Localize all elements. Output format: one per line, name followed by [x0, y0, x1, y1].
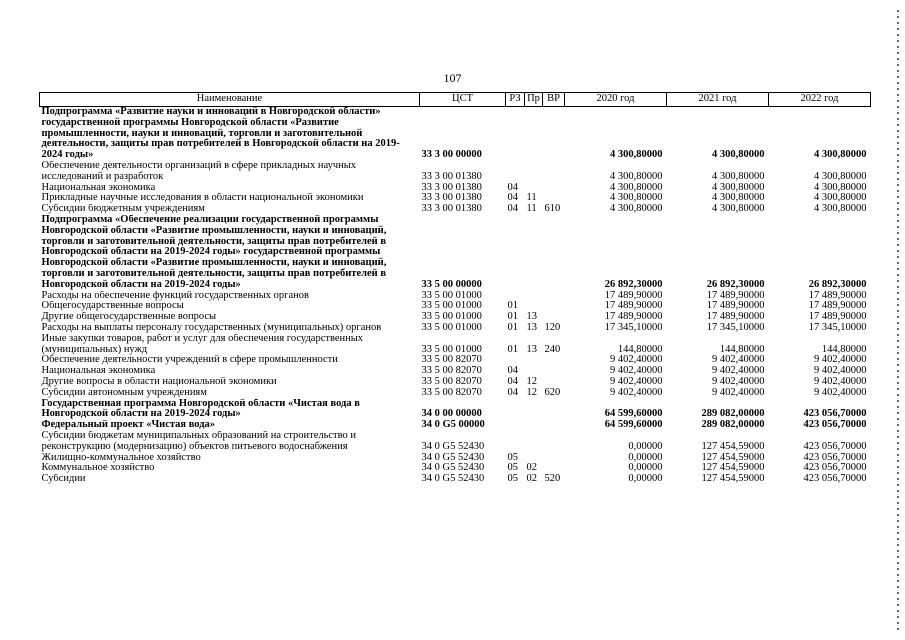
row-2021-cell: 4 300,80000	[712, 170, 765, 182]
row-cst-cell: 34 0 G5 52430	[421, 440, 485, 452]
row-cst-cell: 33 5 00 82070	[421, 387, 482, 398]
row-name-cell: Субсидии бюджетам муниципальных образований на строительство и реконструкцию (модернизацию) объектов питьевого водоснабжения	[41, 430, 357, 452]
table-row	[40, 312, 871, 323]
table-row	[40, 355, 871, 366]
row-cst-cell: 33 5 00 00000	[421, 278, 482, 290]
row-2020-cell: 9 402,40000	[610, 366, 663, 377]
row-name-cell: Расходы на обеспечение функций государственных органов	[41, 290, 309, 301]
row-2020-cell: 17 489,90000	[604, 312, 663, 323]
table-row	[40, 291, 871, 302]
row-2020-cell: 17 345,10000	[604, 322, 663, 333]
row-cst-cell: 33 5 00 01000	[421, 290, 482, 301]
row-rz-cell: 01	[507, 301, 518, 312]
row-2022-cell: 423 056,70000	[803, 440, 867, 452]
table-row	[40, 399, 871, 421]
row-vr-cell	[543, 420, 565, 431]
row-2022-cell: 17 345,10000	[808, 322, 867, 333]
row-2022-cell: 17 489,90000	[808, 301, 867, 312]
table-row	[40, 183, 871, 194]
row-rz-cell	[506, 399, 525, 421]
row-cst-cell: 33 5 00 01000	[421, 301, 482, 312]
table-row	[40, 388, 871, 399]
row-rz-cell: 04	[507, 204, 518, 215]
header-name: Наименование	[40, 93, 420, 107]
row-2020-cell: 0,00000	[628, 440, 663, 452]
row-rz-cell	[506, 431, 525, 453]
row-rz-cell	[506, 291, 525, 302]
table-row	[40, 301, 871, 312]
header-vr: ВР	[543, 93, 565, 107]
table-header-row	[40, 93, 871, 107]
row-2021-cell: 9 402,40000	[712, 376, 765, 387]
row-pr-cell: 11	[526, 204, 537, 215]
header-2020: 2020 год	[565, 93, 667, 107]
row-name-cell: Субсидии	[41, 474, 86, 485]
row-vr-cell	[543, 463, 565, 474]
row-2022-cell: 9 402,40000	[814, 355, 867, 366]
row-name-cell: Иные закупки товаров, работ и услуг для обеспечения государственных (муниципальных) нужд	[41, 333, 364, 355]
row-name-cell: Обеспечение деятельности учреждений в сфере промышленности	[41, 355, 338, 366]
row-pr-cell: 02	[526, 463, 537, 474]
row-2020-cell: 9 402,40000	[610, 376, 663, 387]
table-row	[40, 463, 871, 474]
row-name-cell: Подпрограмма «Обеспечение реализации государственной программы Новгородской области «Развитие промышленности, науки и инноваций, торговли и заготовительной деятельности, защиты прав потребителей в Новгородской области на 2019-2024 годы» государственной программы Новгородской области «Развитие промышленности, науки и инноваций, торговли и заготовительной деятельности, защиты прав потребителей в Новгородской области на 2019-2024 годы»	[41, 214, 387, 290]
row-cst-cell: 33 3 00 01380	[421, 204, 482, 215]
row-name-cell: Национальная экономика	[41, 182, 156, 193]
row-2020-cell: 64 599,60000	[604, 408, 663, 420]
row-2022-cell: 423 056,70000	[803, 420, 867, 431]
row-2022-cell: 423 056,70000	[803, 463, 867, 474]
header-2022: 2022 год	[769, 93, 871, 107]
row-2022-cell: 4 300,80000	[814, 182, 867, 193]
row-cst-cell: 33 5 00 01000	[421, 343, 482, 355]
row-2021-cell: 144,80000	[719, 343, 765, 355]
row-2021-cell: 127 454,59000	[701, 452, 765, 463]
row-vr-cell: 520	[544, 474, 561, 485]
table-row	[40, 215, 871, 291]
row-2022-cell: 9 402,40000	[814, 387, 867, 398]
row-name-cell: Федеральный проект «Чистая вода»	[41, 420, 216, 431]
row-cst-cell: 34 0 G5 52430	[421, 463, 485, 474]
row-vr-cell	[543, 215, 565, 291]
row-vr-cell	[543, 399, 565, 421]
row-rz-cell: 04	[507, 387, 518, 398]
row-2022-cell: 423 056,70000	[803, 452, 867, 463]
row-cst-cell: 34 0 00 00000	[421, 408, 482, 420]
row-pr-cell	[525, 366, 543, 377]
budget-table	[39, 92, 871, 485]
row-pr-cell	[525, 107, 543, 161]
table-row	[40, 453, 871, 464]
row-vr-cell	[543, 301, 565, 312]
row-pr-cell: 11	[526, 193, 537, 204]
row-cst-cell: 33 3 00 01380	[421, 193, 482, 204]
row-rz-cell: 04	[507, 366, 518, 377]
row-2021-cell: 26 892,30000	[706, 278, 765, 290]
table-row	[40, 474, 871, 485]
row-name-cell: Жилищно-коммунальное хозяйство	[41, 452, 201, 463]
row-cst-cell: 33 5 00 82070	[421, 376, 482, 387]
table-row	[40, 193, 871, 204]
row-name-cell: Обеспечение деятельности организаций в сфере прикладных научных исследований и разработок	[41, 160, 357, 182]
row-pr-cell: 13	[526, 312, 537, 323]
row-2021-cell: 4 300,80000	[712, 149, 765, 161]
row-name-cell: Субсидии автономным учреждениям	[41, 387, 207, 398]
row-name-cell: Подпрограмма «Развитие науки и инноваций в Новгородской области» государственной программы Новгородской области «Развитие промышленности, науки и инноваций, торговли и заготовительной деятельности, защиты прав потребителей в Новгородской области на 2019-2024 годы»	[41, 106, 400, 161]
row-2021-cell: 4 300,80000	[712, 182, 765, 193]
row-vr-cell	[543, 107, 565, 161]
row-vr-cell	[543, 291, 565, 302]
row-name-cell: Расходы на выплаты персоналу государственных (муниципальных) органов	[41, 322, 382, 333]
row-2021-cell: 9 402,40000	[712, 366, 765, 377]
row-rz-cell: 01	[507, 312, 518, 323]
row-2021-cell: 17 489,90000	[706, 312, 765, 323]
row-cst-cell: 33 5 00 82070	[421, 355, 482, 366]
row-2022-cell: 17 489,90000	[808, 312, 867, 323]
row-2022-cell: 9 402,40000	[814, 376, 867, 387]
row-rz-cell	[506, 355, 525, 366]
row-2020-cell: 4 300,80000	[610, 170, 663, 182]
row-2021-cell: 17 489,90000	[706, 290, 765, 301]
row-2021-cell: 17 489,90000	[706, 301, 765, 312]
row-2020-cell: 0,00000	[628, 463, 663, 474]
row-vr-cell: 610	[544, 204, 561, 215]
row-rz-cell: 04	[507, 376, 518, 387]
row-cst-cell: 33 3 00 01380	[421, 170, 482, 182]
row-2022-cell: 4 300,80000	[814, 193, 867, 204]
row-cst-cell: 33 5 00 01000	[421, 322, 482, 333]
row-pr-cell	[525, 215, 543, 291]
row-rz-cell: 01	[507, 343, 518, 355]
row-pr-cell: 02	[526, 474, 537, 485]
row-cst-cell: 34 0 G5 52430	[421, 452, 485, 463]
row-pr-cell	[525, 453, 543, 464]
row-pr-cell	[525, 161, 543, 183]
row-2021-cell: 289 082,00000	[701, 420, 765, 431]
row-vr-cell	[543, 355, 565, 366]
table-row	[40, 366, 871, 377]
row-pr-cell	[525, 420, 543, 431]
table-row	[40, 431, 871, 453]
row-2020-cell: 4 300,80000	[610, 204, 663, 215]
row-name-cell: Другие общегосударственные вопросы	[41, 312, 217, 323]
row-2020-cell: 144,80000	[617, 343, 663, 355]
page-number: 107	[443, 71, 462, 85]
budget-table-container	[39, 92, 871, 485]
row-cst-cell: 33 3 00 01380	[421, 182, 482, 193]
row-2020-cell: 64 599,60000	[604, 420, 663, 431]
row-2021-cell: 127 454,59000	[701, 463, 765, 474]
row-rz-cell: 05	[507, 463, 518, 474]
row-2020-cell: 4 300,80000	[610, 193, 663, 204]
row-pr-cell: 13	[526, 322, 537, 333]
row-pr-cell	[525, 291, 543, 302]
row-pr-cell	[525, 399, 543, 421]
row-2021-cell: 4 300,80000	[712, 193, 765, 204]
header-2021: 2021 год	[667, 93, 769, 107]
row-rz-cell: 04	[507, 182, 518, 193]
row-2021-cell: 9 402,40000	[712, 355, 765, 366]
row-rz-cell	[506, 161, 525, 183]
row-2021-cell: 4 300,80000	[712, 204, 765, 215]
row-cst-cell: 33 5 00 82070	[421, 366, 482, 377]
row-2022-cell: 4 300,80000	[814, 149, 867, 161]
row-cst-cell: 34 0 G5 00000	[421, 420, 485, 431]
row-2022-cell: 4 300,80000	[814, 170, 867, 182]
row-2021-cell: 127 454,59000	[701, 440, 765, 452]
row-rz-cell: 01	[507, 322, 518, 333]
scan-edge-mark	[897, 10, 899, 630]
row-name-cell: Коммунальное хозяйство	[41, 463, 155, 474]
row-name-cell: Общегосударственные вопросы	[41, 301, 184, 312]
row-2020-cell: 0,00000	[628, 452, 663, 463]
row-2022-cell: 26 892,30000	[808, 278, 867, 290]
row-rz-cell: 05	[507, 474, 518, 485]
row-pr-cell	[525, 301, 543, 312]
row-name-cell: Субсидии бюджетным учреждениям	[41, 204, 205, 215]
row-vr-cell: 240	[544, 343, 561, 355]
table-row	[40, 204, 871, 215]
row-2020-cell: 26 892,30000	[604, 278, 663, 290]
row-vr-cell	[543, 161, 565, 183]
row-rz-cell: 04	[507, 193, 518, 204]
row-2022-cell: 423 056,70000	[803, 474, 867, 485]
row-2022-cell: 144,80000	[821, 343, 867, 355]
row-2020-cell: 17 489,90000	[604, 301, 663, 312]
row-2020-cell: 0,00000	[628, 474, 663, 485]
row-2020-cell: 9 402,40000	[610, 387, 663, 398]
row-vr-cell	[543, 193, 565, 204]
row-2020-cell: 9 402,40000	[610, 355, 663, 366]
row-cst-cell: 33 3 00 00000	[421, 149, 482, 161]
row-vr-cell: 620	[544, 387, 561, 398]
row-vr-cell	[543, 453, 565, 464]
header-rz: РЗ	[506, 93, 525, 107]
row-cst-cell: 33 5 00 01000	[421, 312, 482, 323]
row-vr-cell	[543, 183, 565, 194]
row-cst-cell: 34 0 G5 52430	[421, 474, 485, 485]
row-pr-cell: 12	[526, 376, 537, 387]
row-2020-cell: 17 489,90000	[604, 290, 663, 301]
row-pr-cell	[525, 431, 543, 453]
table-row	[40, 107, 871, 161]
table-body	[40, 107, 871, 485]
row-vr-cell	[543, 312, 565, 323]
row-pr-cell: 12	[526, 387, 537, 398]
row-2021-cell: 127 454,59000	[701, 474, 765, 485]
row-rz-cell: 05	[507, 452, 518, 463]
table-row	[40, 323, 871, 334]
row-name-cell: Другие вопросы в области национальной экономики	[41, 376, 277, 387]
row-name-cell: Национальная экономика	[41, 366, 156, 377]
row-pr-cell	[525, 355, 543, 366]
row-2021-cell: 9 402,40000	[712, 387, 765, 398]
row-vr-cell	[543, 431, 565, 453]
table-row	[40, 420, 871, 431]
row-2021-cell: 17 345,10000	[706, 322, 765, 333]
row-vr-cell	[543, 366, 565, 377]
header-pr: Пр	[525, 93, 543, 107]
row-2020-cell: 4 300,80000	[610, 149, 663, 161]
row-2022-cell: 17 489,90000	[808, 290, 867, 301]
row-name-cell: Прикладные научные исследования в области национальной экономики	[41, 193, 364, 204]
header-cst: ЦСТ	[420, 93, 506, 107]
row-2020-cell: 4 300,80000	[610, 182, 663, 193]
table-row	[40, 377, 871, 388]
row-vr-cell: 120	[544, 322, 561, 333]
table-row	[40, 161, 871, 183]
row-2022-cell: 4 300,80000	[814, 204, 867, 215]
row-pr-cell: 13	[526, 343, 537, 355]
row-2022-cell: 423 056,70000	[803, 408, 867, 420]
row-2022-cell: 9 402,40000	[814, 366, 867, 377]
row-rz-cell	[506, 420, 525, 431]
row-rz-cell	[506, 215, 525, 291]
row-vr-cell	[543, 377, 565, 388]
table-row	[40, 334, 871, 356]
row-2021-cell: 289 082,00000	[701, 408, 765, 420]
row-name-cell: Государственная программа Новгородской области «Чистая вода в Новгородской области на 2019-2024 годы»	[41, 398, 360, 420]
row-rz-cell	[506, 107, 525, 161]
row-pr-cell	[525, 183, 543, 194]
